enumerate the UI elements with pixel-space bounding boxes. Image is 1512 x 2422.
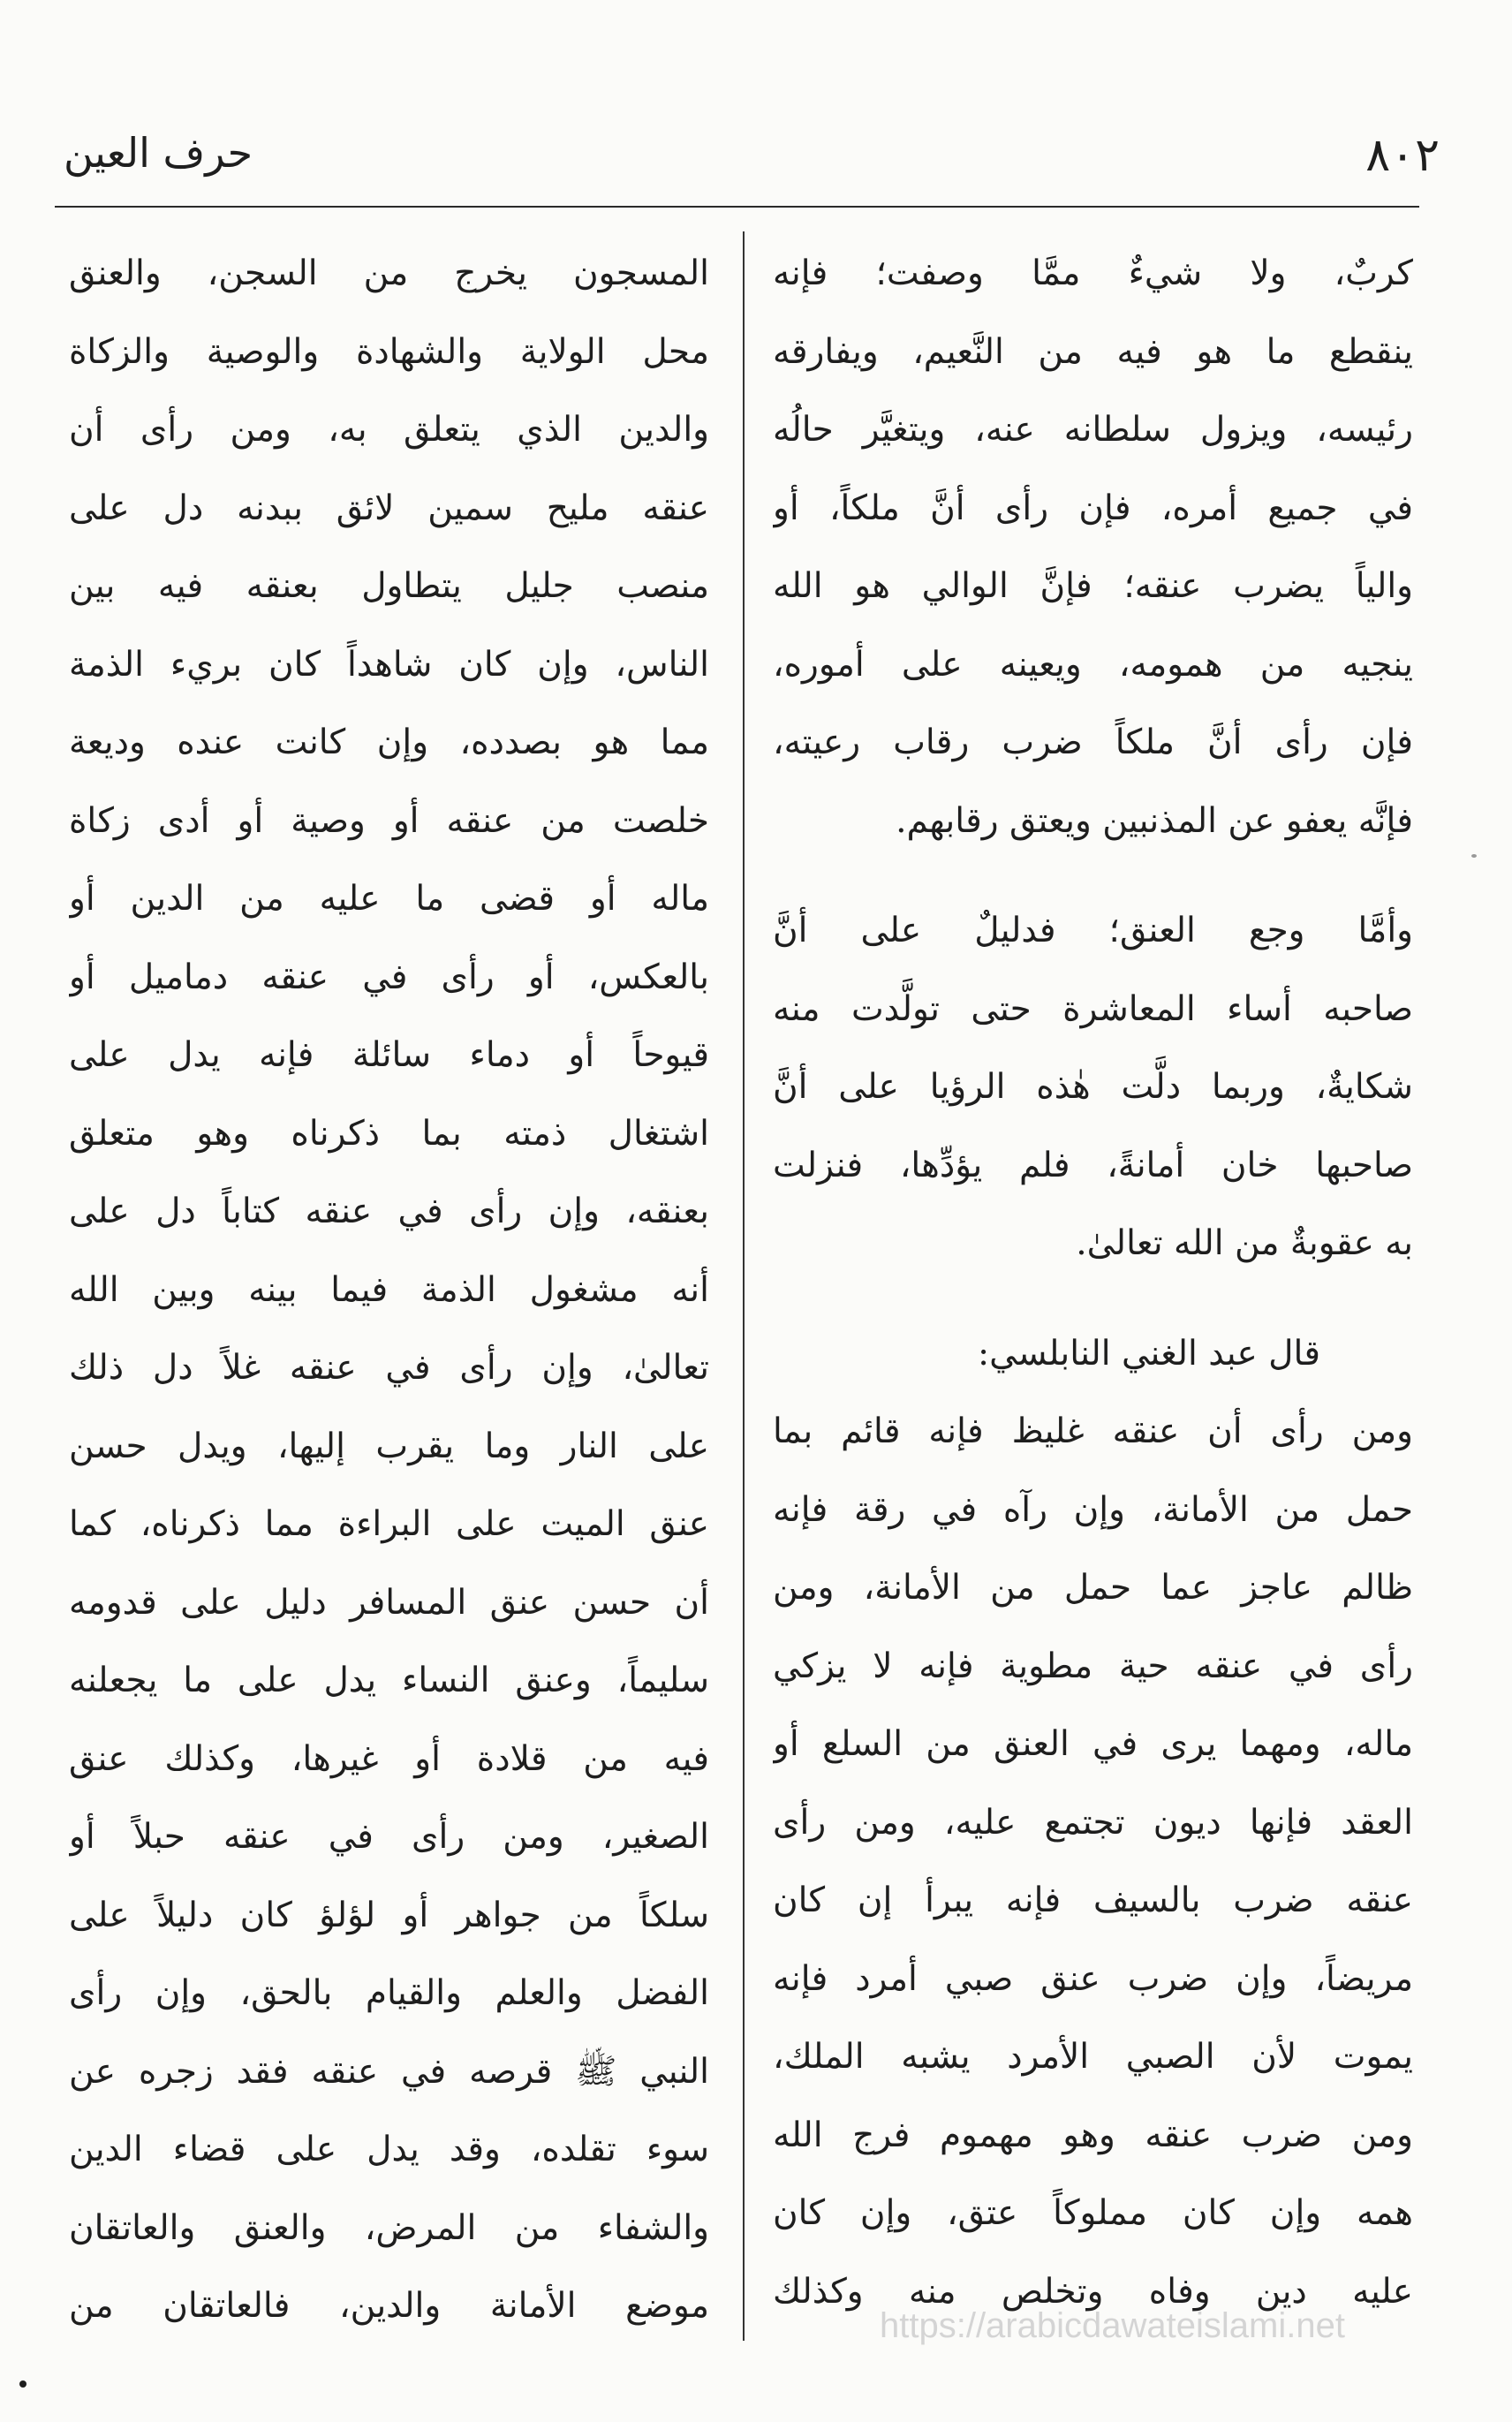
text-line: شكايةٌ، وربما دلَّت هٰذه الرؤيا على أنَّ: [773, 1067, 1413, 1107]
column-divider: [743, 231, 745, 2341]
header-rule: [55, 206, 1419, 208]
text-line: سلكاً من جواهر أو لؤلؤ كان دليلاً على: [69, 1895, 709, 1935]
text-line: ينقطع ما هو فيه من النَّعيم، ويفارقه: [773, 331, 1413, 372]
text-line: ماله أو قضى ما عليه من الدين أو: [69, 879, 709, 919]
text-line: صاحبه أساء المعاشرة حتى تولَّدت منه: [773, 988, 1413, 1029]
text-line: في جميع أمره، فإن رأى أنَّ ملكاً، أو: [773, 488, 1413, 528]
text-line: فيه من قلادة أو غيرها، وكذلك عنق: [69, 1738, 709, 1779]
text-line: يموت لأن الصبي الأمرد يشبه الملك،: [773, 2037, 1413, 2077]
text-line: سليماً، وعنق النساء يدل على ما يجعلنه: [69, 1661, 709, 1700]
running-title: حرف العين: [64, 129, 253, 177]
paragraph-1: [773, 235, 1413, 860]
text-line: عنقه ضرب بالسيف فإنه يبرأ إن كان: [773, 1881, 1413, 1920]
text-line: والياً يضرب عنقه؛ فإنَّ الوالي هو الله: [773, 566, 1413, 606]
text-line: محل الولاية والشهادة والوصية والزكاة: [69, 331, 709, 372]
scan-speck: [19, 2380, 26, 2388]
text-line: به عقوبةٌ من الله تعالىٰ.: [1076, 1223, 1413, 1263]
scan-speck: [1471, 854, 1477, 858]
text-line: منصب جليل يتطاول بعنقه فيه بين: [69, 566, 709, 606]
text-line: حمل من الأمانة، وإن رآه في رقة فإنه: [773, 1489, 1413, 1530]
text-line: ظالم عاجز عما حمل من الأمانة، ومن: [773, 1568, 1413, 1608]
text-line: سوء تقلده، وقد يدل على قضاء الدين: [69, 2130, 709, 2169]
text-line: المسجون يخرج من السجن، والعنق: [69, 254, 709, 293]
text-line: فإنَّه يعفو عن المذنبين ويعتق رقابهم.: [896, 800, 1413, 841]
text-line: وأمَّا وجع العنق؛ فدليلٌ على أنَّ: [773, 911, 1413, 950]
right-column: [773, 235, 1413, 2331]
text-line: بالعكس، أو رأى في عنقه دماميل أو: [69, 957, 709, 997]
text-line: عنق الميت على البراءة مما ذكرناه، كما: [69, 1504, 709, 1544]
paragraph-3: [773, 1393, 1413, 2331]
text-line: ماله، ومهما يرى في العنق من السلع أو: [773, 1724, 1413, 1764]
text-line: خلصت من عنقه أو وصية أو أدى زكاة: [69, 800, 709, 841]
text-line: عنقه مليح سمين لائق ببدنه دل على: [69, 488, 709, 528]
text-line: تعالىٰ، وإن رأى في عنقه غلاً دل ذلك: [69, 1348, 709, 1388]
text-line: موضع الأمانة والدين، فالعاتقان من: [69, 2286, 709, 2326]
text-line: ينجيه من همومه، ويعينه على أموره،: [773, 644, 1413, 685]
paragraph-gap: [773, 1283, 1413, 1315]
text-line: والدين الذي يتعلق به، ومن رأى أن: [69, 410, 709, 450]
text-line: عليه دين وفاه وتخلص منه وكذلك: [773, 2271, 1413, 2312]
text-line: مما هو بصدده، وإن كانت عنده وديعة: [69, 723, 709, 762]
text-line: اشتغال ذمته بما ذكرناه وهو متعلق: [69, 1113, 709, 1154]
text-line: الصغير، ومن رأى في عنقه حبلاً أو: [69, 1817, 709, 1857]
text-line: فإن رأى أنَّ ملكاً ضرب رقاب رعيته،: [773, 723, 1413, 762]
text-line: ومن رأى أن عنقه غليظ فإنه قائم بما: [773, 1412, 1413, 1451]
left-column: [69, 235, 709, 2346]
text-line: الناس، وإن كان شاهداً كان بريء الذمة: [69, 644, 709, 685]
text-line: والشفاء من المرض، والعنق والعاتقان: [69, 2207, 709, 2248]
text-line: على النار وما يقرب إليها، ويدل حسن: [69, 1426, 709, 1466]
paragraph-gap: [773, 860, 1413, 892]
text-line: مريضاً، وإن ضرب عنق صبي أمرد فإنه: [773, 1958, 1413, 1999]
text-line: همه وإن كان مملوكاً عتق، وإن كان: [773, 2193, 1413, 2233]
text-line: النبي ﷺ قرصه في عنقه فقد زجره عن: [69, 2051, 709, 2092]
text-line: أنه مشغول الذمة فيما بينه وبين الله: [69, 1269, 709, 1310]
section-heading: قال عبد الغني النابلسي:: [978, 1333, 1320, 1374]
watermark-url: https://arabicdawateislami.net: [880, 2306, 1345, 2345]
text-line: أن حسن عنق المسافر دليل على قدومه: [69, 1582, 709, 1623]
text-line: كربٌ، ولا شيءٌ ممَّا وصفت؛ فإنه: [773, 254, 1413, 293]
page-number: ٨٠٢: [1365, 129, 1440, 182]
text-line: بعنقه، وإن رأى في عنقه كتاباً دل على: [69, 1192, 709, 1231]
text-line: رئيسه، ويزول سلطانه عنه، ويتغيَّر حالُه: [773, 410, 1413, 450]
text-line: رأى في عنقه حية مطوية فإنه لا يزكي: [773, 1646, 1413, 1686]
text-line: الفضل والعلم والقيام بالحق، وإن رأى: [69, 1973, 709, 2013]
text-line: صاحبها خان أمانةً، فلم يؤدِّها، فنزلت: [773, 1145, 1413, 1185]
paragraph-2: [773, 892, 1413, 1283]
text-line: قيوحاً أو دماء سائلة فإنه يدل على: [69, 1035, 709, 1075]
text-line: ومن ضرب عنقه وهو مهموم فرج الله: [773, 2115, 1413, 2155]
text-line: العقد فإنها ديون تجتمع عليه، ومن رأى: [773, 1802, 1413, 1843]
